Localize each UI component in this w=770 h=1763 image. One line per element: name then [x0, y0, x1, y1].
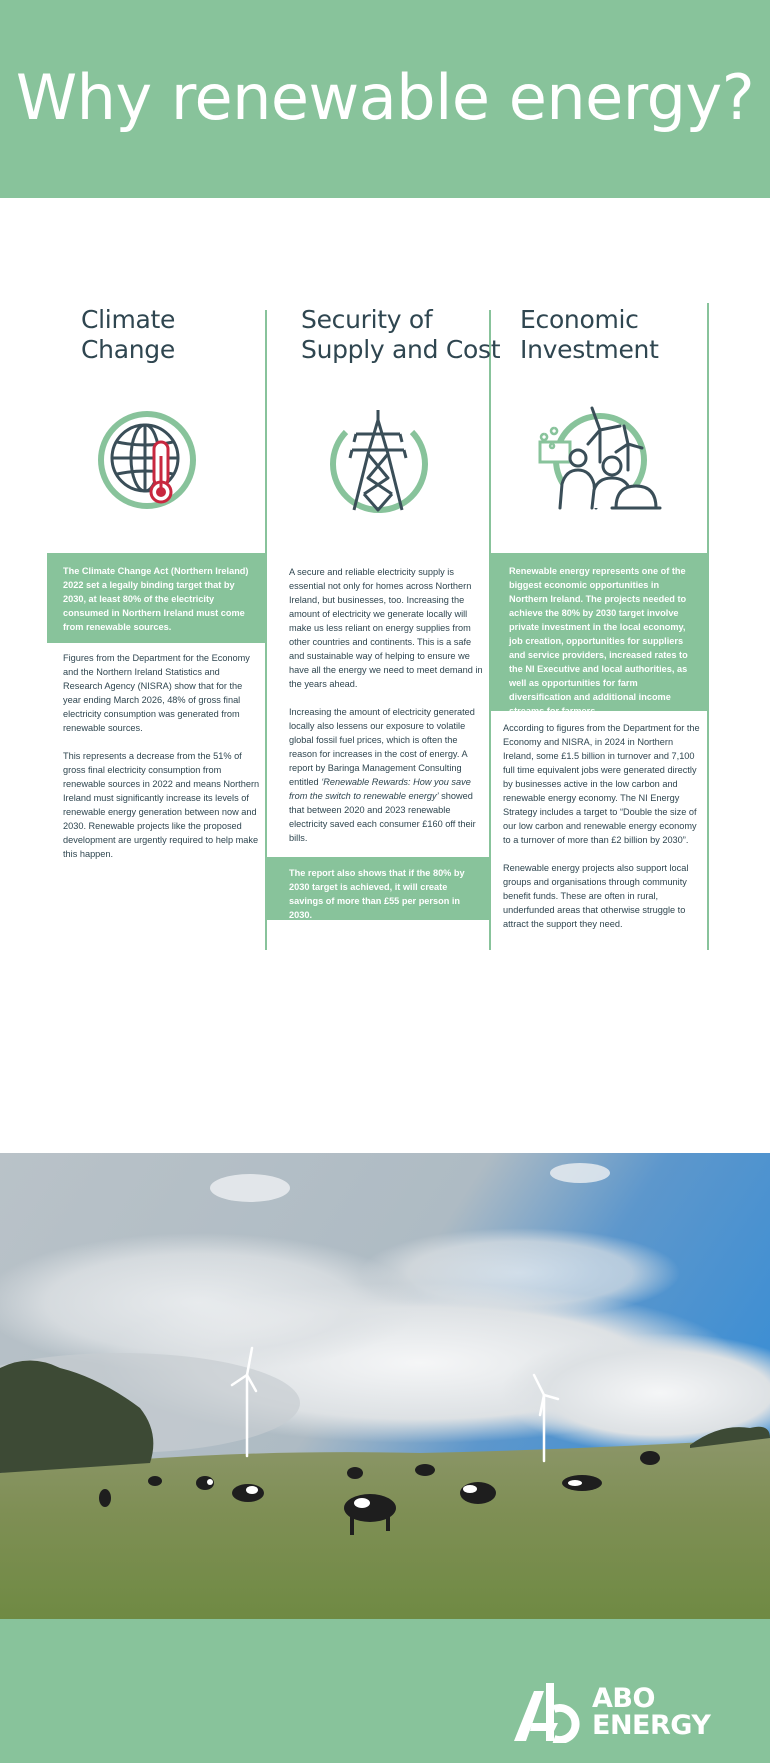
highlight-box-economic-opportunity: Renewable energy represents one of the biggest economic opportunities in Northern Ireland. The projects needed to achieve the 80% by 2030 target involve private investment in the local economy, job creation, opportunities for suppliers and service providers, increased rates to the NI Executive and local authorities, as well as opportunities for farm diversification and additional income streams for farmers. — [491, 553, 707, 711]
page-title: Why renewable energy? — [15, 61, 755, 134]
wind-farm-landscape-photo — [0, 1153, 770, 1619]
paragraph: Increasing the amount of electricity generated locally also lessens our exposure to volatile global fossil fuel prices, which is often the reason for increases in the cost of energy. A report by Baringa Management Consulting entitled ‘Renewable Rewards: How you save from the switch to renewable energy’ showed that between 2020 and 2023 renewable electricity saved each consumer £160 off their bills. — [289, 707, 476, 843]
logo-text: ABO ENERGY — [592, 1683, 711, 1741]
paragraph: Renewable energy projects also support local groups and organisations through community benefit funds. These are often in rural, underfunded areas that otherwise struggle to attract the support they need. — [503, 863, 689, 929]
column-divider-1 — [265, 310, 267, 950]
paragraph: This represents a decrease from the 51% of gross final electricity consumption from renewable sources in 2022 and means Northern Ireland must significantly increase its levels of renewable energy generation between now and 2030. Renewable projects like the proposed development are urgently required to help make this happen. — [63, 751, 260, 859]
pylon-icon — [324, 406, 434, 516]
column-divider-3 — [707, 303, 709, 950]
column-heading-security-of-supply: Security of Supply and Cost — [301, 305, 501, 364]
paragraph: A secure and reliable electricity supply is essential not only for homes across Northern Ireland, but businesses, too. Increasing the amount of electricity we generate locally will make us less reliant on energy supplies from other countries and continents. This is a safe and sustainable way of helping to ensure we have all the energy we need to meet demand in the years ahead. — [289, 567, 483, 689]
column-heading-climate-change: Climate Change — [81, 305, 176, 364]
abo-energy-logo — [512, 1683, 722, 1743]
paragraph: According to figures from the Department for the Economy and NISRA, in 2024 in Northern Ireland, some £1.5 billion in turnover and 7,100 full time equivalent jobs were generated directly by businesses active in the low carbon and renewable energy economy. The NI Energy Strategy includes a target to “Double the size of our low carbon and renewable energy economy to a turnover of more than £2 billion by 2030”. — [503, 723, 700, 845]
body-text-climate-change — [63, 651, 260, 861]
body-text-economic-investment — [503, 721, 703, 931]
globe-thermometer-icon — [93, 406, 203, 516]
body-text-security-of-supply — [289, 565, 485, 845]
highlight-box-savings: The report also shows that if the 80% by 2030 target is achieved, it will create savings of more than £55 per person in 2030. — [267, 857, 489, 920]
header-banner — [0, 0, 770, 198]
column-heading-economic-investment: Economic Investment — [520, 305, 659, 364]
people-wind-turbines-icon — [532, 404, 662, 514]
paragraph: Figures from the Department for the Economy and the Northern Ireland Statistics and Research Agency (NISRA) show that for the year ending March 2026, 48% of gross final electricity consumption was generated from renewable sources. — [63, 653, 250, 733]
highlight-box-climate-target: The Climate Change Act (Northern Ireland) 2022 set a legally binding target that by 2030, at least 80% of the electricity consumed in Northern Ireland must come from renewable sources. — [47, 553, 265, 643]
abo-energy-logo-mark-icon — [512, 1683, 582, 1743]
